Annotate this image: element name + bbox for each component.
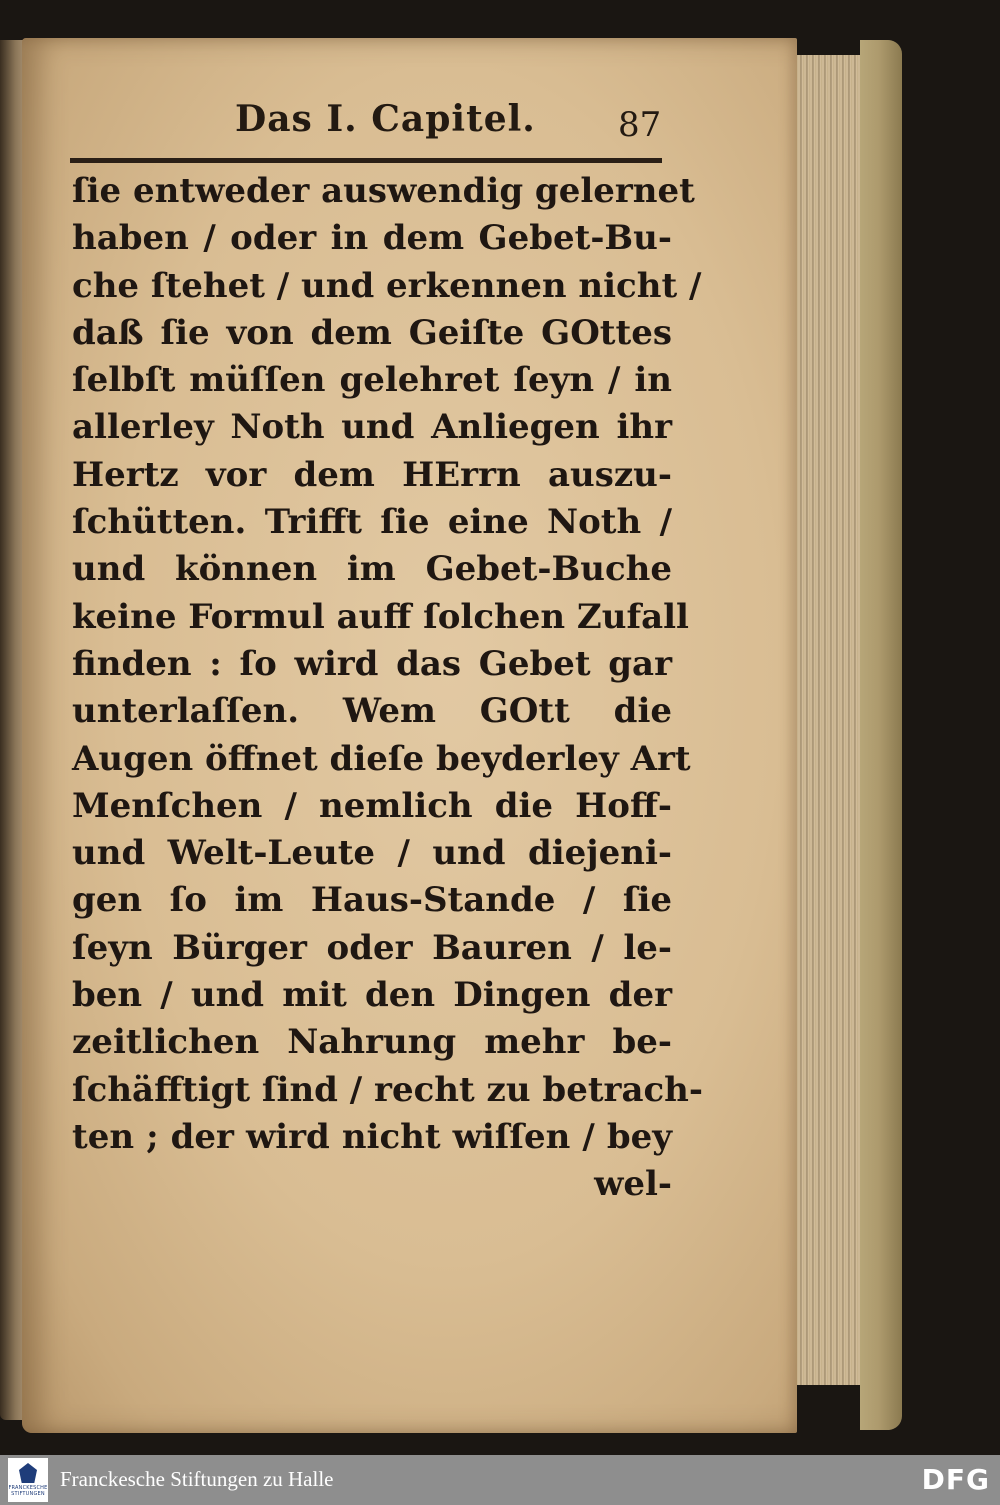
page-number: 87: [618, 105, 662, 145]
text-line: unterlaſſen. Wem GOtt die: [72, 691, 672, 732]
institution-name: Franckesche Stiftungen zu Halle: [60, 1467, 334, 1491]
dfg-logo[interactable]: DFG: [921, 1463, 990, 1496]
text-line: Hertz vor dem HErrn auszu-: [72, 454, 672, 495]
text-line: keine Formul auff ſolchen Zufall: [72, 596, 689, 637]
logo-text: FRANCKESCHE STIFTUNGEN: [8, 1485, 48, 1497]
text-line: ſchäfftigt ſind / recht zu betrach-: [72, 1069, 704, 1110]
text-line: und Welt-Leute / und diejeni-: [72, 833, 672, 874]
foundation-logo[interactable]: [8, 1458, 48, 1502]
text-line: ben / und mit den Dingen der: [72, 975, 672, 1016]
book-cover: [860, 40, 902, 1430]
text-line: zeitlichen Nahrung mehr be-: [72, 1022, 672, 1063]
page-text: [72, 168, 704, 1209]
text-line: ſelbſt müſſen gelehret ſeyn / in: [72, 360, 672, 401]
text-line: allerley Noth und Anliegen ihr: [72, 407, 672, 448]
running-header: Das I. Capitel.: [235, 98, 536, 140]
text-line: Augen öffnet dieſe beyderley Art: [72, 738, 691, 779]
text-line: che ſtehet / und erkennen nicht /: [72, 265, 702, 306]
text-line: daß ſie von dem Geiſte GOttes: [72, 312, 672, 353]
text-line: haben / oder in dem Gebet-Bu-: [72, 218, 672, 259]
text-line: ſchütten. Trifft ſie eine Noth /: [72, 502, 672, 543]
text-line: gen ſo im Haus-Stande / ſie: [72, 880, 672, 921]
text-line: Menſchen / nemlich die Hoff-: [72, 785, 672, 826]
text-line: finden : ſo wird das Gebet gar: [72, 643, 672, 684]
foundation-emblem-icon: [19, 1463, 37, 1483]
text-line: ten ; der wird nicht wiſſen / bey: [72, 1116, 672, 1157]
text-line: ſie entweder auswendig gelernet: [72, 171, 695, 211]
text-line: ſeyn Bürger oder Bauren / le-: [72, 927, 672, 968]
viewer-footer: [0, 1455, 1000, 1505]
text-line: und können im Gebet-Buche: [72, 549, 672, 590]
header-rule: [70, 158, 662, 163]
catchword: wel-: [594, 1164, 672, 1205]
